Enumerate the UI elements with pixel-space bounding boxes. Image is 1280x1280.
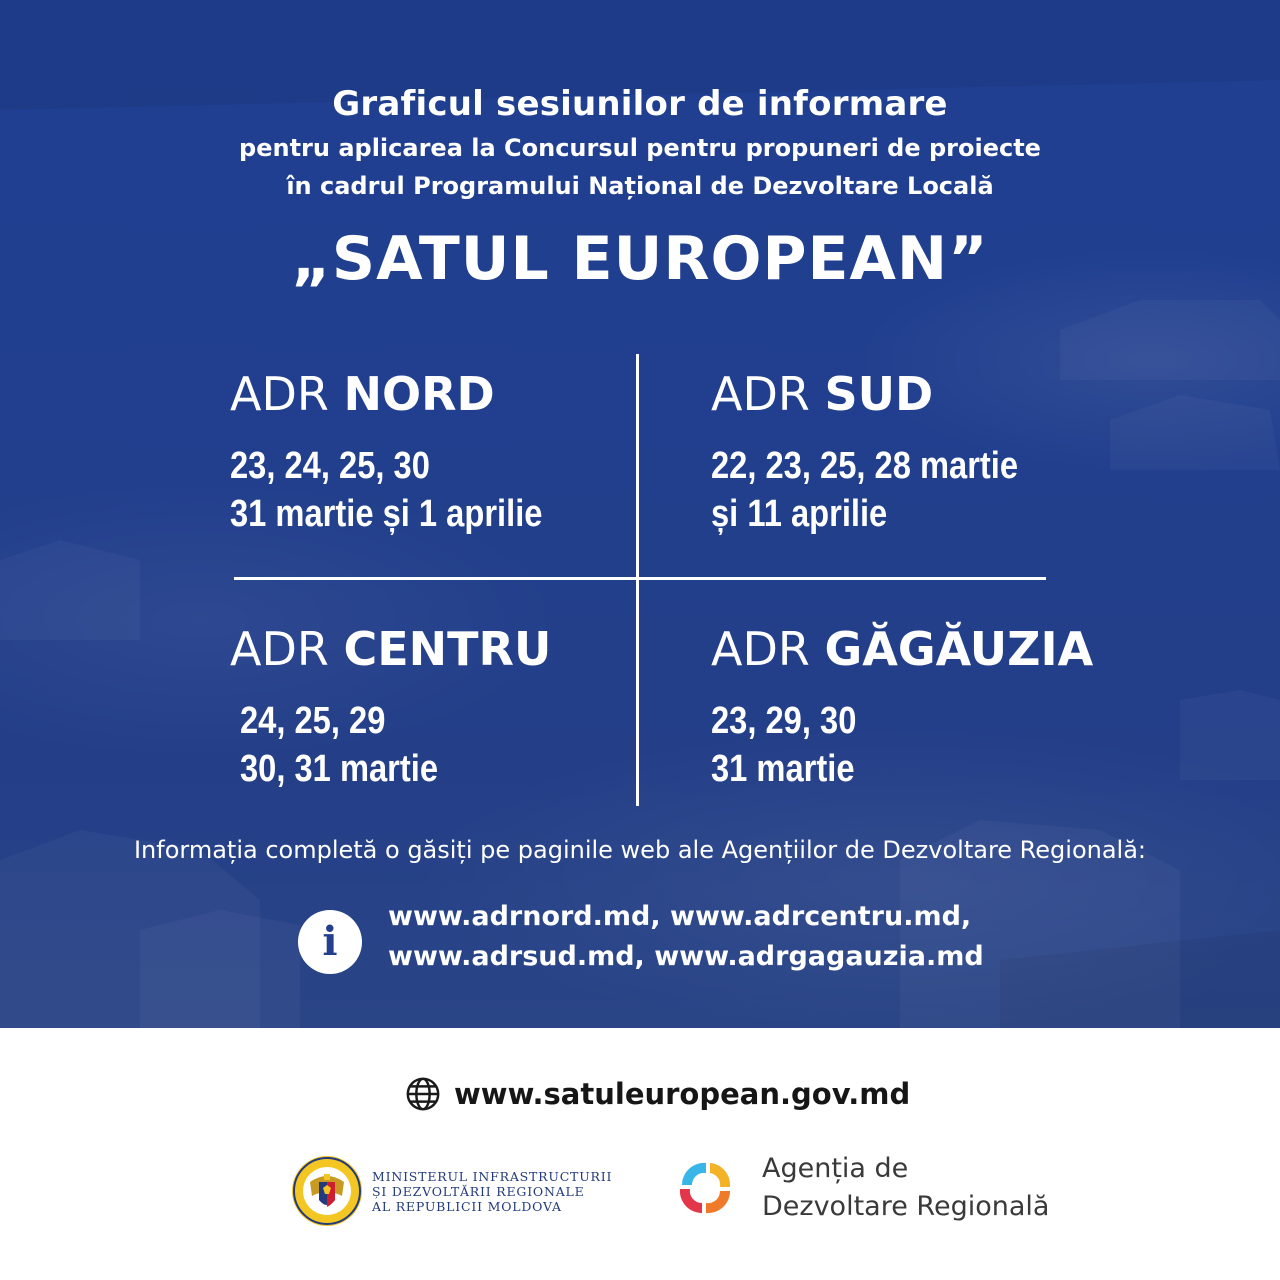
footer-website-url[interactable]: www.satuleuropean.gov.md bbox=[454, 1077, 911, 1111]
region-heading bbox=[230, 621, 551, 677]
region-heading bbox=[711, 621, 1093, 677]
subtitle-line-2: în cadrul Programului Național de Dezvoltare Locală bbox=[286, 172, 994, 200]
agency-logo bbox=[672, 1150, 1049, 1226]
dates-line-1: 22, 23, 25, 28 martie bbox=[711, 445, 1019, 487]
region-name: NORD bbox=[343, 367, 495, 421]
region-dates bbox=[230, 442, 542, 538]
region-gagauzia bbox=[711, 621, 1093, 793]
region-heading bbox=[711, 366, 1068, 422]
region-dates bbox=[711, 697, 1040, 793]
globe-icon bbox=[404, 1075, 442, 1113]
agency-line-2: Dezvoltare Regională bbox=[762, 1191, 1050, 1222]
region-sud bbox=[711, 366, 1068, 538]
dates-line-2: 31 martie și 1 aprilie bbox=[230, 493, 543, 535]
region-nord bbox=[230, 366, 593, 538]
region-name: CENTRU bbox=[343, 622, 552, 676]
ministry-name bbox=[372, 1169, 612, 1214]
dates-line-2: 31 martie bbox=[711, 748, 855, 790]
adr-logo-icon bbox=[672, 1155, 738, 1221]
region-prefix: ADR bbox=[230, 622, 329, 676]
region-heading bbox=[230, 366, 593, 422]
info-icon: i bbox=[298, 910, 362, 974]
program-name: „SATUL EUROPEAN” bbox=[291, 224, 989, 294]
region-prefix: ADR bbox=[230, 367, 329, 421]
region-centru bbox=[230, 621, 551, 793]
region-prefix: ADR bbox=[711, 367, 810, 421]
region-prefix: ADR bbox=[711, 622, 810, 676]
ministry-line-3: AL REPUBLICII MOLDOVA bbox=[372, 1198, 562, 1214]
region-name: SUD bbox=[824, 367, 934, 421]
dates-line-1: 24, 25, 29 bbox=[240, 700, 386, 742]
dates-line-2: 30, 31 martie bbox=[240, 748, 439, 790]
vertical-divider bbox=[636, 354, 639, 806]
info-text: Informația completă o găsiți pe paginile web ale Agențiilor de Dezvoltare Regională: bbox=[133, 836, 1147, 864]
dates-line-1: 23, 29, 30 bbox=[711, 700, 857, 742]
ministry-line-1: MINISTERUL INFRASTRUCTURII bbox=[372, 1168, 613, 1184]
dates-line-2: și 11 aprilie bbox=[711, 493, 888, 535]
adr-websites-line-2[interactable]: www.adrsud.md, www.adrgagauzia.md bbox=[388, 941, 984, 972]
adr-websites-line-1[interactable]: www.adrnord.md, www.adrcentru.md, bbox=[388, 901, 972, 932]
subtitle-line-1: pentru aplicarea la Concursul pentru propuneri de proiecte bbox=[239, 134, 1041, 162]
dates-line-1: 23, 24, 25, 30 bbox=[230, 445, 430, 487]
agency-line-1: Agenția de bbox=[762, 1153, 909, 1184]
footer-website[interactable] bbox=[404, 1074, 910, 1114]
ministry-logo bbox=[290, 1152, 612, 1230]
region-dates bbox=[711, 442, 1018, 538]
moldova-coat-of-arms-icon bbox=[290, 1152, 364, 1230]
region-dates bbox=[240, 697, 508, 793]
region-name: GĂGĂUZIA bbox=[824, 622, 1094, 676]
ministry-line-2: ȘI DEZVOLTĂRII REGIONALE bbox=[372, 1183, 585, 1199]
agency-name bbox=[762, 1150, 1049, 1226]
horizontal-divider bbox=[234, 577, 1046, 580]
page-title: Graficul sesiunilor de informare bbox=[332, 84, 948, 124]
